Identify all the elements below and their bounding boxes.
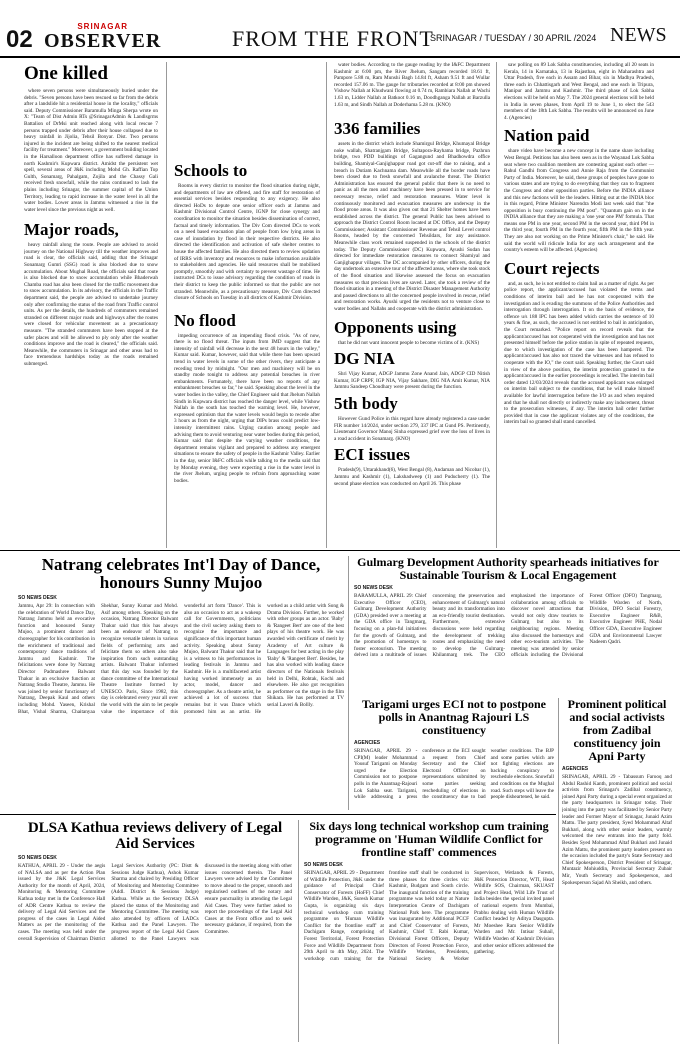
story-dg-nia-body: Shri Vijay Kumar, ADGP Jammu Zone Anand Jain, ADGP CID Nitish Kumar, IGP CRPF, IGP NIA, Vijay Sakhare, DIG NIA Amit Kumar, NIA Jammu Sandeep Choudhary were present during the function. bbox=[334, 371, 490, 391]
story-workshop bbox=[304, 820, 554, 1042]
column-divider bbox=[558, 698, 559, 1044]
headline-one-killed: One killed bbox=[24, 63, 108, 84]
brand-main: OBSERVER bbox=[44, 30, 162, 52]
headline-tarigami: Tarigami urges ECI not to postpone polls in Anantnag Rajouri LS constituency bbox=[362, 698, 546, 737]
byline-dlsa: SO NEWS DESK bbox=[18, 855, 57, 861]
column-divider bbox=[496, 62, 497, 548]
story-zadibal-body: SRINAGAR, APRIL 29 - Tabassum Farooq and Abdul Rashid Kanth, prominent political and social activists from Srinagar's Zadibal constituency, joined Apni Party during a special event organized at the party headquarters in Srinagar today. Their joining into the party was facilitated by Senior Party leader and Former Mayor of Srinagar, Junaid Azim Mattu. The party president, Syed Mohammad Altaf Bukhari, along with other senior leaders, warmly welcomed the new entrants into the party fold. Besides Syed Mohammad Altaf Bukhari and Junaid Azim Mattu, the prominent party leaders present on the occasion included the party's State Secretary and Chief Spokesperson, District President of Srinagar, Muntazir Mohiuddin, Provincial Secretary Zubair Mir, Youth Secretary and Spokesperson, and Spokesperson Sajad Ah Sheikh, and others. bbox=[562, 774, 672, 886]
headline-workshop: Six days long technical workshop cum training programme on 'Human Wildlife Conflict for frontline staff' commences bbox=[309, 820, 549, 859]
byline-tarigami: AGENCIES bbox=[354, 740, 381, 746]
fold-rule bbox=[0, 550, 680, 551]
page-number: 02 bbox=[6, 26, 33, 53]
section-tag: NEWS bbox=[610, 24, 667, 46]
column-divider bbox=[326, 62, 327, 548]
byline-gulmarg: SO NEWS DESK bbox=[354, 585, 393, 591]
story-natrang bbox=[18, 556, 344, 810]
dateline: SRINAGAR / TUESDAY / 30 APRIL /2024 bbox=[430, 33, 597, 43]
column-1 bbox=[24, 62, 158, 546]
headline-gulmarg: Gulmarg Development Authority spearheads initiatives for Sustainable Tourism & Local Engagement bbox=[357, 556, 659, 582]
headline-schools: Schools to bbox=[174, 161, 248, 180]
headline-major-roads: Major roads, bbox=[24, 220, 119, 240]
headline-5th-body: 5th body bbox=[334, 393, 398, 413]
story-court-rejects-body: and, as such, he is not entitled to claim bail as a matter of right. As per police report, the applicant/accused has violated the terms and conditions of interim bail and he has not cooperated with the investigation and is evading the summons of the Police Authorities and interrogation through interrogation. It on the basis of evidence, the offence u/s 188 IPC has been added which carries the sentence of 10 years & fine, as such, the accused is not entitled to bail in anticipation, the Court remarked. "Police report on record reveals that the applicant/accused has not cooperated with the investigation and has not presented himself before the police station in spite of repeated requests, due to which investigation of the case has been hampered. The applicant/accused has also not traced the witnesses and has refused to cooperate with the IO," the court said. Speaking further, the Court said in view of the above position, the interim protection granted to the applicant/accused in the earlier proceedings is recalled. The interim bail order dated 12/03/2024 reveals that the accused applicant was enlarged on interim bail subject to the conditions, that he will make himself available for lawful interrogation before the I/O as and when required and that he shall not directly or indirectly make any inducement, threat to the prosecution witnesses, if any. The interim bail order further provided that in case the applicant violates any of the conditions, the interim bail so granted shall stand cancelled. bbox=[504, 280, 654, 426]
story-natrang-body: Jammu, Apr 29: In connection with the celebration of World Dance Day, Natrang Jammu held an evocative function and honoured Sunny Mujoo, a prominent dancer and choreographer for his contribution in the enrichment of traditional and contemporary dance traditions of Jammu and Kashmir. The felicitations were done by Natrang Director Padmashree Balwant Thakur in an exclusive function at Natrang Studio Theatre, Jammu. He was joined by senior functionary of Natrang, Deepak Kaul and others including Mohd. Yaseen, Krishal Bhat, Vishal Sharma, Chaitanyaa Shekhar, Sunny Kumar and Mohd. Asif among others. Speaking on the occasion, Natrang Director Balwant Thakur said that this has always been an endeavor of Natrang to recognize versatile talents in various fields of performing arts and felicitate them so others also take inspiration from such outstanding artists. Balwant Thakur informed that this day was founded by the dance committee of the International Theatre Institute formed by UNESCO. Paris, Since 1982, this day is celebrated every year all over the world with the aim to let people value the importance of this wonderful art form 'Dance'. This is also an occasion to act as a wakeup call for Governments, politicians and the civil society asking them to recognize the importance and significance of this important human activity. Speaking about Sunny Mujoo, Balwant Thakur said that he is a witness to his performances in leading festivals in Jammu and Kashmir. He is a multifaceted artist having worked immensely as an actor, model, dancer and choreographer. As a theatre artist, he achieved a lot of success that remains but it was Dance which promoted him as an artist. He worked as a child artist with Song & Drama Division. Further, he worked with other groups as an actor. 'Baby' & 'Rangeet Bert' are one of the best plays of his theatre work. He was awarded with certificate of merit by Academy of Art culture & Languages for best acting in the play 'Baby' & 'Rangeet Bert'. Besides, he has also worked with leading dance directors of the Nationals festivals held in Delhi, Rohtak, Kochi and elsewhere. He also got recognition as performer on the stage in the film Shikara. He has performed at TV serial Laveri & Bollly. bbox=[18, 603, 344, 715]
headline-dg-nia: DG NIA bbox=[334, 349, 395, 369]
brand-top: SRINAGAR bbox=[77, 22, 128, 31]
column-4 bbox=[504, 62, 654, 546]
story-schools-body: Rooms in every district to monitor the flood situation during night, and departments of law are offered, and fire staff for restoration of essential services besides responding to any exigency. He also directed HoDs to depute one senior officer each at Jammu and Kashmir Divisional Control Centre, IGNP for close synergy and coordination to monitor the situation besides dissemination of correct, factual and timely information. The Div Com directed DCs to work on a need based evacuation plan of people from low lying areas in case of inundation by flood in their respective districts. He also directed the identification and activation of safe shelter centres to house the affected families. He also directed them to review updation of IRRS with inventory and resources to make information available to stakeholders and agencies. He said resources shall be mobilised promptly, smoothly and with certainty to prevent wastage of time. He instructed DCs to issue advisory regarding the condition of roads in their district to keep the public informed so that the public are not stranded. Meanwhile, as a precautionary measure, Div Com directed closure of Schools on Tuesday in all districts of Kashmir Division. bbox=[174, 183, 320, 302]
story-no-flood-body: impeding occurrence of an impending flood crisis. "As of now, there is no flood threat. The inputs from IMD suggest that the intensity of rainfall will decrease in the next 48 hours in the valley," Kumar said. Kumar, however, said that while there has been upward trend in water levels in some of the other rivers, they anticipate a receding trend by midnight. "Our men and machinery will be on standby mode tonight to address any potential breaches in river embankments. Fortunately, there have been no reports of any embankment breaches so far," he said. Speaking about the level in the water bodies in the valley, the Chief Engineer said that Jhelum Nallah Sindh in Kupwara district has reached the danger level, while Vishow Nallah in the south has touched the warning level. He, however, expressed optimism that the water levels would begin to recede after 3 hours as from the night, urging that DIPs brass could predict low-intensity intermittent rains. Urging caution among people and advising them to avoid venturing near water bodies during this period, Kumar said that despite the varying weather conditions, the department remains vigilant and prepared to address any emergent situations to ensure the safety of people in the Kashmir Valley. Earlier in the day, senior I&FC officials while talking to the media said that by Monday evening, they were expecting a rise in the water level in the river Jhelum, urging people to refrain from approaching water bodies. bbox=[174, 332, 320, 484]
column-divider bbox=[166, 62, 167, 548]
story-gulmarg bbox=[354, 556, 662, 696]
masthead bbox=[0, 0, 680, 58]
story-tarigami bbox=[354, 698, 554, 810]
story-5th-body-body: However Gund Police in this regard have already registered a case under FIR number 14/2024, under section 279, 337 IPC at Gund PS. Pertinently, Lieutenant Governor Manoj Sinha expressed grief over the loss of lives in a road accident in Sonamarg. (KNO) bbox=[334, 415, 490, 442]
story-one-killed-body: where seven persons were simultaneously buried under the debris. "Seven persons have been rescued so far from the debris after a landslide hit a residential house in the locality," officials said. Deputy Commissioner Baramulla Minga Sherpa wrote on X: "Team of Dist Admin RTs @SrinagarAdmin & Landlsgrms Battalion of DrMsi unit reached along with local rescue 7 persons trapped under debris after their house collapsed due to heavy rainfall in Jijolia, Tehsil Bonyar. Dist. Two persons injured in the incident are being shifted to the nearest medical facility for treatment." Moreover, a government building located in the Harsalloon department office has suffered damage in north Kashmir's Kupwara district. Amidst the persistent wet spell, several areas of J&K including Mohd Gh. Raffian Top Gulth, Sonamarg, Pahalgam, Zojila and the Chassy Gali received fresh snowfall, while the rains continued to lash the plains including Srinagar, the summer capital of the Union Territory, leading to rapid increase in the water level in all the water bodies. Lower areas in Jammu witnessed a rise in the water level since the previous night as well. bbox=[24, 88, 158, 213]
header-rule bbox=[0, 56, 680, 58]
story-zadibal bbox=[562, 698, 672, 1044]
headline-eci-issues: ECI issues bbox=[334, 445, 411, 465]
story-workshop-body: SRINAGAR, APRIL 29 - Department of Wildlife Protection, J&K under the guidance of Principal Chief Conservator of Forests (HoFF) Chief Wildlife Warden, J&K, Suresh Kumar Gupta, is organizing six days technical workshop cum training programme on 'Human Wildlife Conflict for the frontline staff' at Dachigam Range, comprising of Forest Territorial, Forest Protection Force and Wildlife Department from 29th April to 4th May, 2024. The workshop cum training for the frontline staff shall be conducted in three phases for three circles viz: Kashmir, Budgam and South circle. The inaugural function of the training programme was held today at Nature Interpretation Centre of Dachigam National Park here. The programme was inaugurated by Additional PCCF and Chief Conservator of Forests, Kashmir, Chief T. Rabi Kumar, Divisional Forest Officers, Deputy Directors of Forest Protection Force, Wildlife Wardens, Presidents, National Society & Worker Supervisors, Wetlands & Forests, J&K Protection Director, WTI, Head Wildlife SOS, Chairman, SKUAST and Project Head, Wild Life Trust of India besides the special invited panel of national experts from Mumbai, Prabhu dealing with Human Wildlife Conflict headed by Aditya Dasgupta. Mr Moeshee Ram Senior Wildlife Warden and Mr. Intisar Suhail, Wildlife Warden of Kashmir Division and other senior officers addressed the gathering. bbox=[304, 870, 554, 962]
story-major-roads-body: heavy rainfall along the route. People are advised to avoid journey on the National Highway till the weather improves and road is clear, the officials said, adding that the Srinagar Sonamarg Gumri (SSG) road is also blocked due to snow accumulation. About Mughal Road, the officials said that route is also blocked due to snow accumulation while Bhaderwah Chamba road has also been closed for the traffic movement due to snow accumulation. In its advisory, the officials in the Traffic department said, the people are advised to undertake journey only after confirming the status of the road from Traffic control units. As per the details, the hundreds of commuters remained stranded on different major roads and highways after the routes were closed for vehicular movement as a precautionary measure. "The stranded commuters have been stopped at the safer places and will be allowed to ply only after the weather conditions improve and the road is cleared," the officials said. Meanwhile, the commuters in Srinagar and other areas had to face tremendous hardships today as the roads remained submerged. bbox=[24, 242, 158, 367]
byline-workshop: SO NEWS DESK bbox=[304, 862, 343, 868]
section-title: FROM THE FRONT bbox=[232, 26, 434, 51]
fold-rule bbox=[0, 814, 556, 815]
byline-zadibal: AGENCIES bbox=[562, 766, 589, 772]
headline-nation-paid: Nation paid bbox=[504, 126, 590, 146]
headline-opponents: Opponents using bbox=[334, 317, 457, 337]
headline-natrang: Natrang celebrates Int'l Day of Dance, honours Sunny Mujoo bbox=[41, 556, 321, 592]
story-right-top: saw polling on 89 Lok Sabha constituencies, including all 20 seats in Kerala, 14 in Karnataka, 13 in Rajasthan, eight in Maharashtra and Uttar Pradesh, five each in Assam and Bihar, six in Madhya Pradesh, three each in Chhattisgarh and West Bengal, and one each in Tripura, Manipur and Jammu and Kashmir. The third phase of Lok Sabha elections will be held on May 7. The 2024 general elections will be held in India in seven phases, from April 19 to June 1, to elect the 543 members of the 18th Lok Sabha. The results will be announced on June 4. (Agencies) bbox=[504, 62, 654, 121]
story-eci-body: Pradesh(9), Uttarakhand(6), West Bengal (8), Andaman and Nicobar (1), Jammu and Kashmir (1), Lakshadweep (1) and Puducherry (1). The second phase election was conducted on April 26. This phase bbox=[334, 467, 490, 487]
byline-natrang: SO NEWS DESK bbox=[18, 595, 57, 601]
brand-logo bbox=[44, 22, 161, 51]
story-opponents-body: that he did not want innocent people to become victims of it. (KNS) bbox=[338, 339, 480, 346]
story-dlsa-body: KATHUA, APRIL 29 - Under the aegis of NALSA and as per the Action Plan issued by the J&K Legal Services Authority for the month of April, 2024, Monitoring & Mentoring Committee Kathua today met in the Conference Hall of ADR Centre Kathua to review the delivery of Legal Aid Services and the progress of the cases in Legal Aided Matters as per the monitoring of the cases. The meeting was held under the overall Supervision of Chairman District Legal Services Authority (PC: Distt & Sessions Judge Kathua), Ashok Kumar Sharma and chaired by Presiding Officer of Monitoring and Mentoring Committee (Addl. District & Sessions Judge) Kathua. While as the Secretary DLSA placed the status of the Monitoring and Mentoring Committee. The meeting was also attended by officers of LADCs Kathua and the Panel Lawyers. The progress report of the Legal Aid Cases allotted to the Panel Lawyers was discussed in the meeting along with other issues concerned therein. The Panel Lawyers were advised by the Committee to move ahead to the proper, smooth and regularised outlines of the notary and ensure punctuality in attending the Legal Aid Cases. They were further asked to report the proceedings of the Legal Aid Cases at the Front office and to seek necessary guidance, if required, from the Committee. bbox=[18, 863, 292, 942]
story-tarigami-body: SRINAGAR, APRIL 29 - CPI(M) leader Mohammad Yousuf Tarigami on Monday urged the Election Commission not to postpone polls in the Anantnag-Rajouri Lok Sabha seat. Tarigami, while addressing a press conference at the ECI sought a request from Chief Secretary and the Chief Electoral Officer on representations submitted by some parties seeking rescheduling of elections in the constituency due to bad weather conditions. The BJP and some parties which are not fighting elections are backing conspiracy to reschedule elections. Snowfall and conditions on the Mughal road. Such steps will leave the people disheartened, he said. bbox=[354, 748, 554, 801]
headline-dlsa: DLSA Kathua reviews delivery of Legal Aid Services bbox=[27, 820, 283, 852]
column-2 bbox=[174, 62, 320, 546]
story-gulmarg-body: BARAMULLA, APRIL 29: Chief Executive Officer (CEO), Gulmarg Development Authority (GDA) presided over a meeting at the GDA office in Tangmarg, focusing on a plan-ful initiatives for the growth of Gulmarg, and the promotion of homestays to foster ecotourism. The meeting delved into a multitude of issues concerning the preservation and enhancement of Gulmarg's natural beauty and its transformation into an eco-friendly tourist destination. Furthermore, extensive discussions were held regarding the development of trekking routes and emphasizing the need to develop the Gulmarg-Khilanmarg trek. The CEO emphasized the importance of collaboration among officials to discover novel attractions that would not only draw tourists to Gulmarg but also to its neighbouring regions. Meeting also discussed the homestays and other eco-tourism activities. The meeting was attended by senior officials including the Divisional Forest Officer (DFO) Tangmarg, Wildlife Warden of North, Division, DFO Social Forestry, Executive Engineer R&B, Executive Engineer PHE, Nodal Officer GDA, Executive Engineer GDA and Environmental Lawyer Nadeem Qadri. bbox=[354, 593, 662, 659]
headline-zadibal: Prominent political and social activists from Zadibal constituency join Apni Party bbox=[567, 698, 667, 763]
story-mid-column-top: water bodies. According to the gauge reading by the I&FC Department Kashmir at 6:00 pm, the River Jhelum, Sangam recorded 18.61 ft, Pampore 5.88 m, Ram Munshi Bagh 14.84 ft, Asham 9.51 ft and Wullar recorded 157.06 m. The gauge for tributaries recorded at 8:00 pm showed Vishow Nallah at Khudwani flowing at 0.74 m, Rambiara Nallah at Wachi 1.63 m, Lidder Nallah at Batkoot 0.16 m, Doodhganga Nallah at Barzulla 1.63 m, and Sindh Nallah at Doderhama 5.28 m. (KNO) bbox=[334, 62, 490, 108]
story-families-body: assets in the district which include Shamirgul Bridge, Khumayal Bridge noke wallah, Shatranjgam Bridge, Sultapora-Rayhama bridge, Pazhrun bridge, two PDD buildings of Gagangund and Bhadhowdra office building, Shamiyal-Ganjighappur road got cut-off due to raising, and a breach in Dutiam Kachnama dam. Meanwhile all the border roads have been closed due to fresh snowfall and avalanche threat. The District Administration has ensured the general public that there is no need to panic as all the men and machinery have been pressed in to service for necessary rescue, relief and restoration measures. Water level is continuously monitored and evacuation measures are underway in the flood prone areas. It was also given out that 21 Shelter homes have been established across the district. The general Public has been advised to approach the District Control Room located at DC Office, and the Deputy Commissioner; Assistant Commissioner Revenue and Tehsil Level control Rooms, headed by the concerned Tehsildars, for any assistance. Meanwhile class work remained suspended in the schools of the district today. The Deputy Commissioner (DC) Kupwara, Ayushi Sudan has directed for immediate restoration measures to connect Shamiyal and Ganjighappur villages. The DC accompanied by other officers, during the day undertook an extensive tour of the affected areas, where she took stock of the flood situation and likewise assessed the focus on evacuation measures so that precious lives are saved. Later, she took a review of the flood situation in a meeting of the District Disaster Management Authority and passed directions to all the concerned people involved in rescue, relief and restoration works. Ayushi urged the residents not to venture close to water bodies and Nallahs and cooperate with the district administration. bbox=[334, 141, 490, 312]
column-3 bbox=[334, 62, 490, 546]
headline-no-flood: No flood bbox=[174, 310, 236, 330]
headline-336-families: 336 families bbox=[334, 119, 421, 139]
column-divider bbox=[298, 820, 299, 1042]
headline-court-rejects: Court rejects bbox=[504, 258, 600, 278]
column-divider bbox=[348, 556, 349, 810]
story-nation-paid-body: share video have become a new concept in the name share including West Bengal. Petitions has also been seen as in the Wayanad Lok Sabha seat where two coalition members are contesting against each other — Rahul Gandhi from Congress and Annie Raja from the Communist Party of India. Moreover, he said, these groups of peoples have gone to various states and are trying to do everything that they can to fragment the Congress and other opposition parties. Before the INDIA alliance and this new factions will be the leaders. Hitting out at the INDIA bloc in this regard, Prime Minister Narendra Modi last week said that "the opposition is busy continuing the PM post". "Quantum gain on in the INDIA alliance that they are making a 'one year one PM' formula. That means one PM in one year, second PM in the second year, third PM in the third year, fourth PM in the fourth year, fifth PM in the fifth year. They are also not working on the Prime Minister's chair," he said. He said the world will ridicule India for any such arrangement and the country's esteem will be affected. (Agencies) bbox=[504, 148, 654, 254]
story-dlsa bbox=[18, 820, 292, 1042]
